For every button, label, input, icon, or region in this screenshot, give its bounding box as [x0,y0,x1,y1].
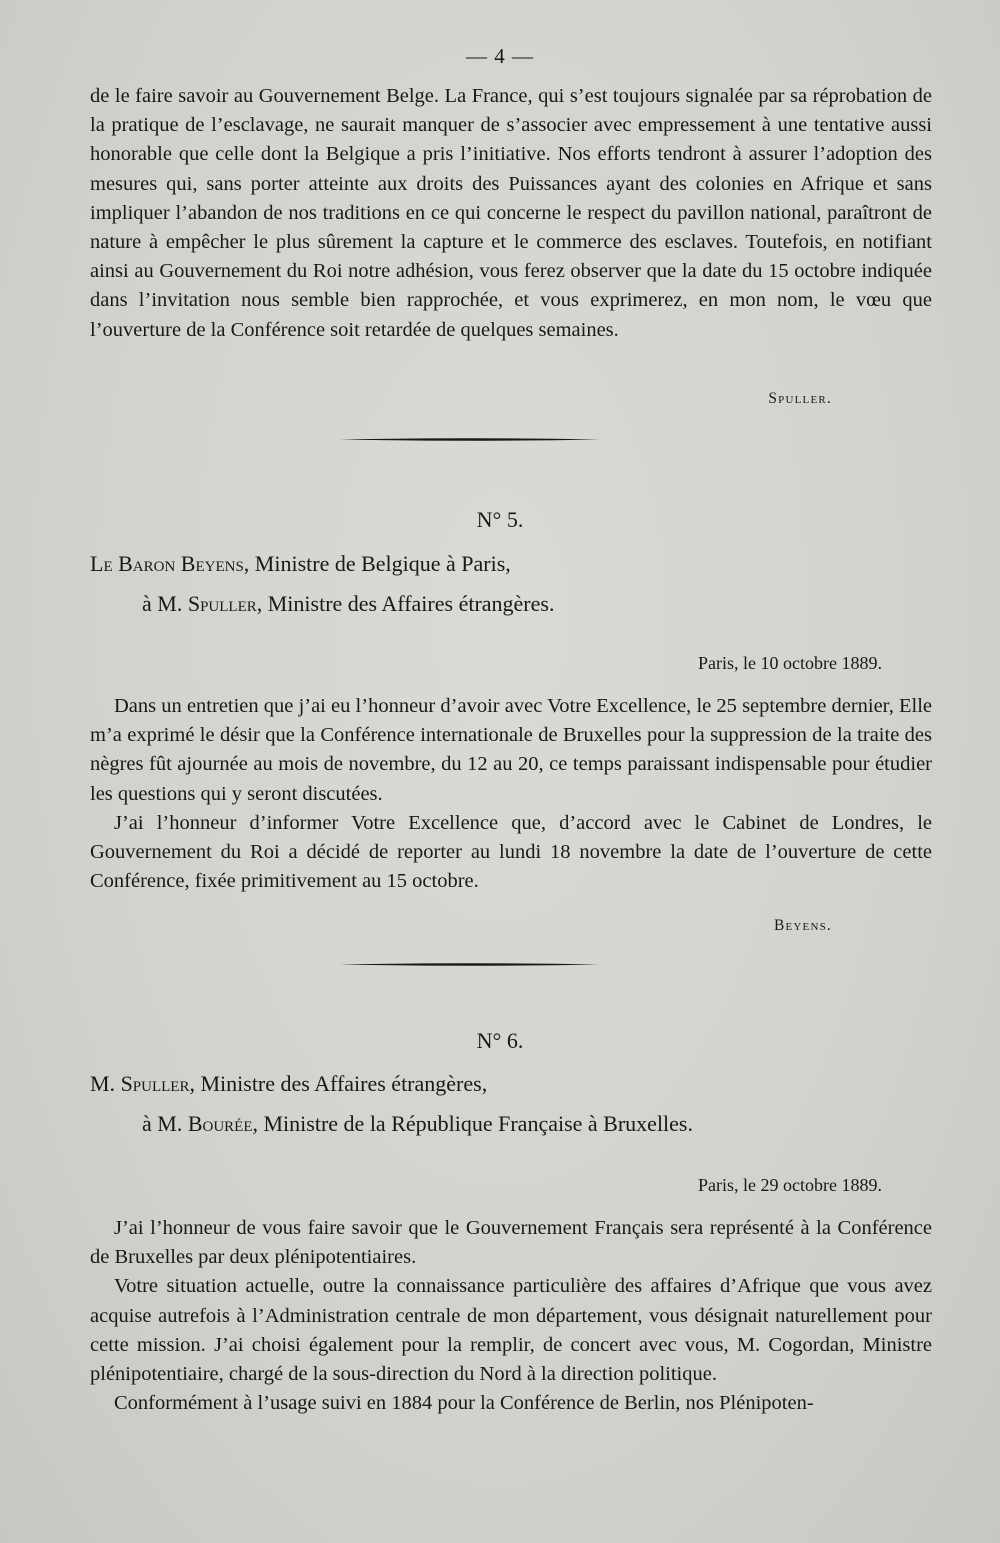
doc5-recipient-title: , Ministre des Affaires étrangères. [256,591,555,616]
document-number-6: N° 6. [476,1028,524,1053]
doc5-paragraph: J’ai l’honneur d’informer Votre Excellence que, d’accord avec le Cabinet de Londres, le Gouvernement du Roi a décidé de reporter au lundi 18 novembre la date de l’ouverture de cette Conférence, fixée primitivement au 15 octobre. [90,811,932,893]
previous-letter-paragraph: de le faire savoir au Gouvernement Belge. La France, qui s’est toujours signalée par sa réprobation de la pratique de l’esclavage, ne saurait manquer de s’associer avec empressement à une tentative aussi honorable que celle dont la Belgique a pris l’initiative. Nos efforts tendront à assurer l’adoption des mesures qui, sans porter atteinte aux droits des Puissances ayant des colonies en Afrique et sans impliquer l’abandon de nos traditions en ce qui concerne le respect du pavillon national, paraîtront de nature à empêcher le plus sûrement la capture et le commerce des esclaves. Toutefois, en notifiant ainsi au Gouvernement du Roi notre adhésion, vous ferez observer que la date du 15 octobre indiquée dans l’invitation nous semble bien rapprochée, et vous exprimerez, en mon nom, le vœu que l’ouverture de la Conférence soit retardée de quelques semaines. [90,85,932,341]
doc5-recipient-prefix: à M. [142,591,188,616]
doc6-sender-name: Spuller [120,1071,190,1096]
doc6-recipient-line [142,1110,693,1138]
doc6-recipient-prefix: à M. [142,1111,188,1136]
doc6-recipient-name: Bourée [187,1111,253,1136]
doc6-paragraph: Conformément à l’usage suivi en 1884 pour la Conférence de Berlin, nos Plénipoten- [114,1392,814,1415]
doc6-paragraph: Votre situation actuelle, outre la connaissance particulière des affaires d’Afrique que vous avez acquise autrefois à l’Administration centrale de mon département, vous désignait naturellement pour cette mission. J’ai choisi également pour la remplir, de concert avec vous, M. Cogordan, Ministre plénipotentiaire, chargé de la sous-direction du Nord à la direction politique. [90,1275,932,1386]
previous-letter-body [90,82,932,345]
signature-spuller: Spuller. [768,390,832,407]
doc6-paragraph: J’ai l’honneur de vous faire savoir que le Gouvernement Français sera représenté à la Conférence de Bruxelles par deux plénipotentiaires. [90,1217,932,1269]
doc5-sender-title: , Ministre de Belgique à Paris, [243,551,511,576]
doc5-sender-name: Le Baron Beyens [90,551,244,576]
page-number: — 4 — [466,44,534,68]
doc6-sender-prefix: M. [90,1071,121,1096]
doc6-sender-title: , Ministre des Affaires étrangères, [189,1071,488,1096]
document-number-5: N° 5. [476,507,524,532]
doc6-body [90,1214,932,1418]
doc6-recipient-title: , Ministre de la République Française à Bruxelles. [252,1111,693,1136]
doc6-sender-line [90,1070,487,1098]
signature-beyens: Beyens. [773,917,832,934]
doc5-date: Paris, le 10 octobre 1889. [698,653,882,673]
doc5-body [90,692,932,896]
doc6-date: Paris, le 29 octobre 1889. [698,1175,882,1195]
doc5-paragraph: Dans un entretien que j’ai eu l’honneur d’avoir avec Votre Excellence, le 25 septembre dernier, Elle m’a exprimé le désir que la Conférence internationale de Bruxelles pour la suppression de la traite des nègres fût ajournée au mois de novembre, du 12 au 20, ce temps paraissant indispensable pour étudier les questions qui y seront discutées. [90,695,932,805]
section-divider [340,437,600,442]
doc5-sender-line [90,550,511,578]
section-divider [340,962,600,967]
doc5-recipient-name: Spuller [187,591,257,616]
doc5-recipient-line [142,590,554,618]
